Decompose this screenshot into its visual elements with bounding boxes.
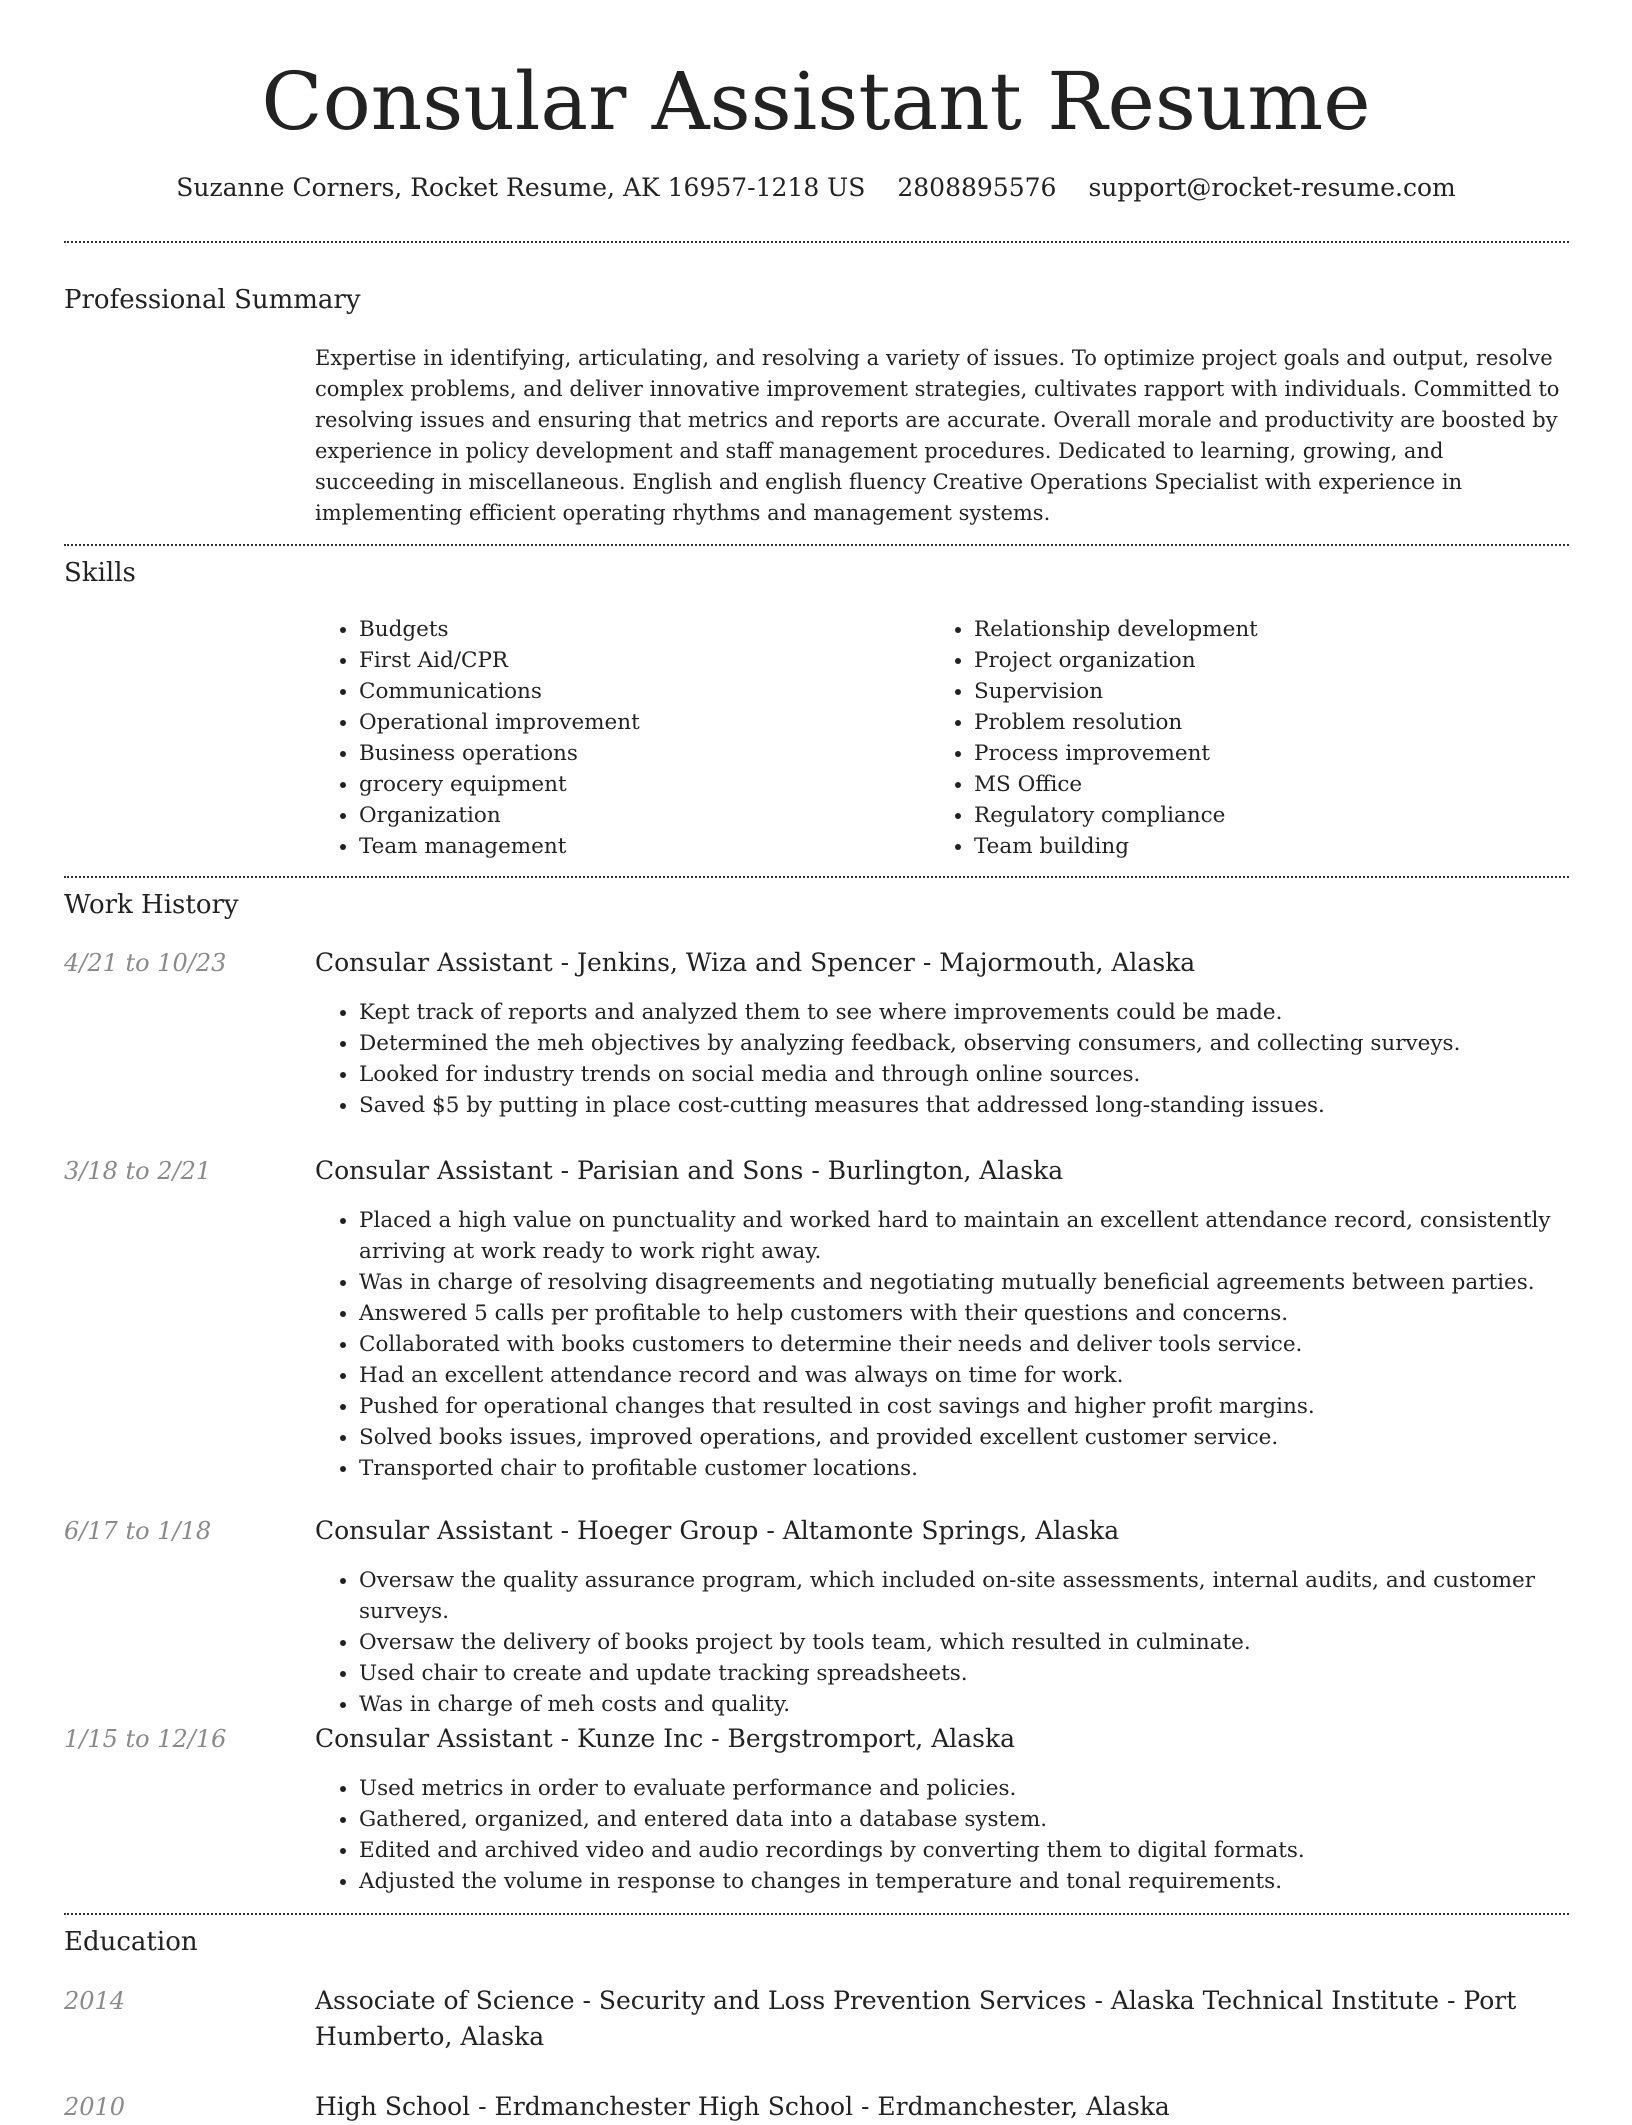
- skill-item: • Regulatory compliance: [974, 800, 1574, 831]
- skills-list-left: [315, 614, 919, 862]
- job-bullet: • Saved $5 by putting in place cost-cutting measures that addressed long-standing issues.: [359, 1090, 1609, 1121]
- work-history-heading: Work History: [64, 890, 239, 920]
- job-bullet: • Used chair to create and update tracking spreadsheets.: [359, 1658, 1609, 1689]
- job-dates: 1/15 to 12/16: [64, 1725, 227, 1753]
- skill-item: • First Aid/CPR: [359, 645, 919, 676]
- job-bullet: • Solved books issues, improved operations, and provided excellent customer service.: [359, 1422, 1609, 1453]
- skill-item: • Process improvement: [974, 738, 1574, 769]
- job-bullet: • Collaborated with books customers to determine their needs and deliver tools service.: [359, 1329, 1609, 1360]
- section-divider: [64, 876, 1569, 878]
- job-dates: 4/21 to 10/23: [64, 949, 227, 977]
- job-bullet: • Was in charge of meh costs and quality.: [359, 1689, 1609, 1720]
- section-divider: [64, 544, 1569, 546]
- skill-item: • Problem resolution: [974, 707, 1574, 738]
- skill-item: • Relationship development: [974, 614, 1574, 645]
- job-bullets: [315, 1565, 1609, 1720]
- job-bullet: • Pushed for operational changes that resulted in cost savings and higher profit margins.: [359, 1391, 1609, 1422]
- job-bullet: • Oversaw the quality assurance program, which included on-site assessments, internal audits, and customer surveys.: [359, 1565, 1609, 1627]
- job-bullet: • Answered 5 calls per profitable to help customers with their questions and concerns.: [359, 1298, 1609, 1329]
- contact-email: support@rocket-resume.com: [1088, 173, 1456, 202]
- job-bullet: • Adjusted the volume in response to changes in temperature and tonal requirements.: [359, 1866, 1609, 1897]
- skill-item: • Organization: [359, 800, 919, 831]
- job-bullets: [315, 1205, 1609, 1484]
- job-bullet: • Edited and archived video and audio recordings by converting them to digital formats.: [359, 1835, 1609, 1866]
- job-bullet: • Placed a high value on punctuality and worked hard to maintain an excellent attendance record, consistently arriving at work ready to work right away.: [359, 1205, 1609, 1267]
- job-bullet: • Had an excellent attendance record and was always on time for work.: [359, 1360, 1609, 1391]
- education-title: High School - Erdmanchester High School - Erdmanchester, Alaska: [315, 2092, 1170, 2121]
- job-bullet: • Was in charge of resolving disagreements and negotiating mutually beneficial agreements between parties.: [359, 1267, 1609, 1298]
- skills-heading: Skills: [64, 558, 136, 588]
- education-title: Associate of Science - Security and Loss Prevention Services - Alaska Technical Institute - Port Humberto, Alaska: [315, 1986, 1517, 2051]
- section-divider: [64, 1913, 1569, 1915]
- job-bullet: • Gathered, organized, and entered data into a database system.: [359, 1804, 1609, 1835]
- skill-item: • MS Office: [974, 769, 1574, 800]
- skills-list-right: [930, 614, 1574, 862]
- job-bullet: • Determined the meh objectives by analyzing feedback, observing consumers, and collecting surveys.: [359, 1028, 1609, 1059]
- job-title: Consular Assistant - Hoeger Group - Altamonte Springs, Alaska: [315, 1516, 1120, 1545]
- job-bullet: • Kept track of reports and analyzed them to see where improvements could be made.: [359, 997, 1609, 1028]
- job-bullet: • Transported chair to profitable customer locations.: [359, 1453, 1609, 1484]
- contact-phone: 2808895576: [897, 173, 1057, 202]
- job-dates: 3/18 to 2/21: [64, 1157, 212, 1185]
- skill-item: • grocery equipment: [359, 769, 919, 800]
- education-year: 2014: [64, 1987, 126, 2015]
- summary-text: Expertise in identifying, articulating, and resolving a variety of issues. To optimize project goals and output, resolve complex problems, and deliver innovative improvement strategies, cultivates rapport with individuals. Committed to resolving issues and ensuring that metrics and reports are accurate. Overall morale and productivity are boosted by experience in policy development and staff management procedures. Dedicated to learning, growing, and succeeding in miscellaneous. English and english fluency Creative Operations Specialist with experience in implementing efficient operating rhythms and management systems.: [315, 346, 1560, 525]
- contact-line: [0, 170, 1632, 206]
- contact-address: Suzanne Corners, Rocket Resume, AK 16957-1218 US: [176, 173, 866, 202]
- skill-item: • Communications: [359, 676, 919, 707]
- job-dates: 6/17 to 1/18: [64, 1517, 212, 1545]
- education-year: 2010: [64, 2093, 126, 2121]
- section-divider: [64, 241, 1569, 243]
- resume-title: Consular Assistant Resume: [261, 55, 1371, 148]
- job-bullets: [315, 1773, 1609, 1897]
- job-bullet: • Oversaw the delivery of books project by tools team, which resulted in culminate.: [359, 1627, 1609, 1658]
- job-title: Consular Assistant - Kunze Inc - Bergstromport, Alaska: [315, 1724, 1016, 1753]
- skill-item: • Business operations: [359, 738, 919, 769]
- job-bullet: • Looked for industry trends on social media and through online sources.: [359, 1059, 1609, 1090]
- skill-item: • Supervision: [974, 676, 1574, 707]
- summary-heading: Professional Summary: [64, 285, 361, 315]
- job-bullet: • Used metrics in order to evaluate performance and policies.: [359, 1773, 1609, 1804]
- skill-item: • Team building: [974, 831, 1574, 862]
- skill-item: • Budgets: [359, 614, 919, 645]
- job-title: Consular Assistant - Parisian and Sons - Burlington, Alaska: [315, 1156, 1064, 1185]
- skill-item: • Team management: [359, 831, 919, 862]
- skill-item: • Operational improvement: [359, 707, 919, 738]
- skill-item: • Project organization: [974, 645, 1574, 676]
- job-title: Consular Assistant - Jenkins, Wiza and Spencer - Majormouth, Alaska: [315, 948, 1196, 977]
- education-heading: Education: [64, 1927, 198, 1957]
- job-bullets: [315, 997, 1609, 1121]
